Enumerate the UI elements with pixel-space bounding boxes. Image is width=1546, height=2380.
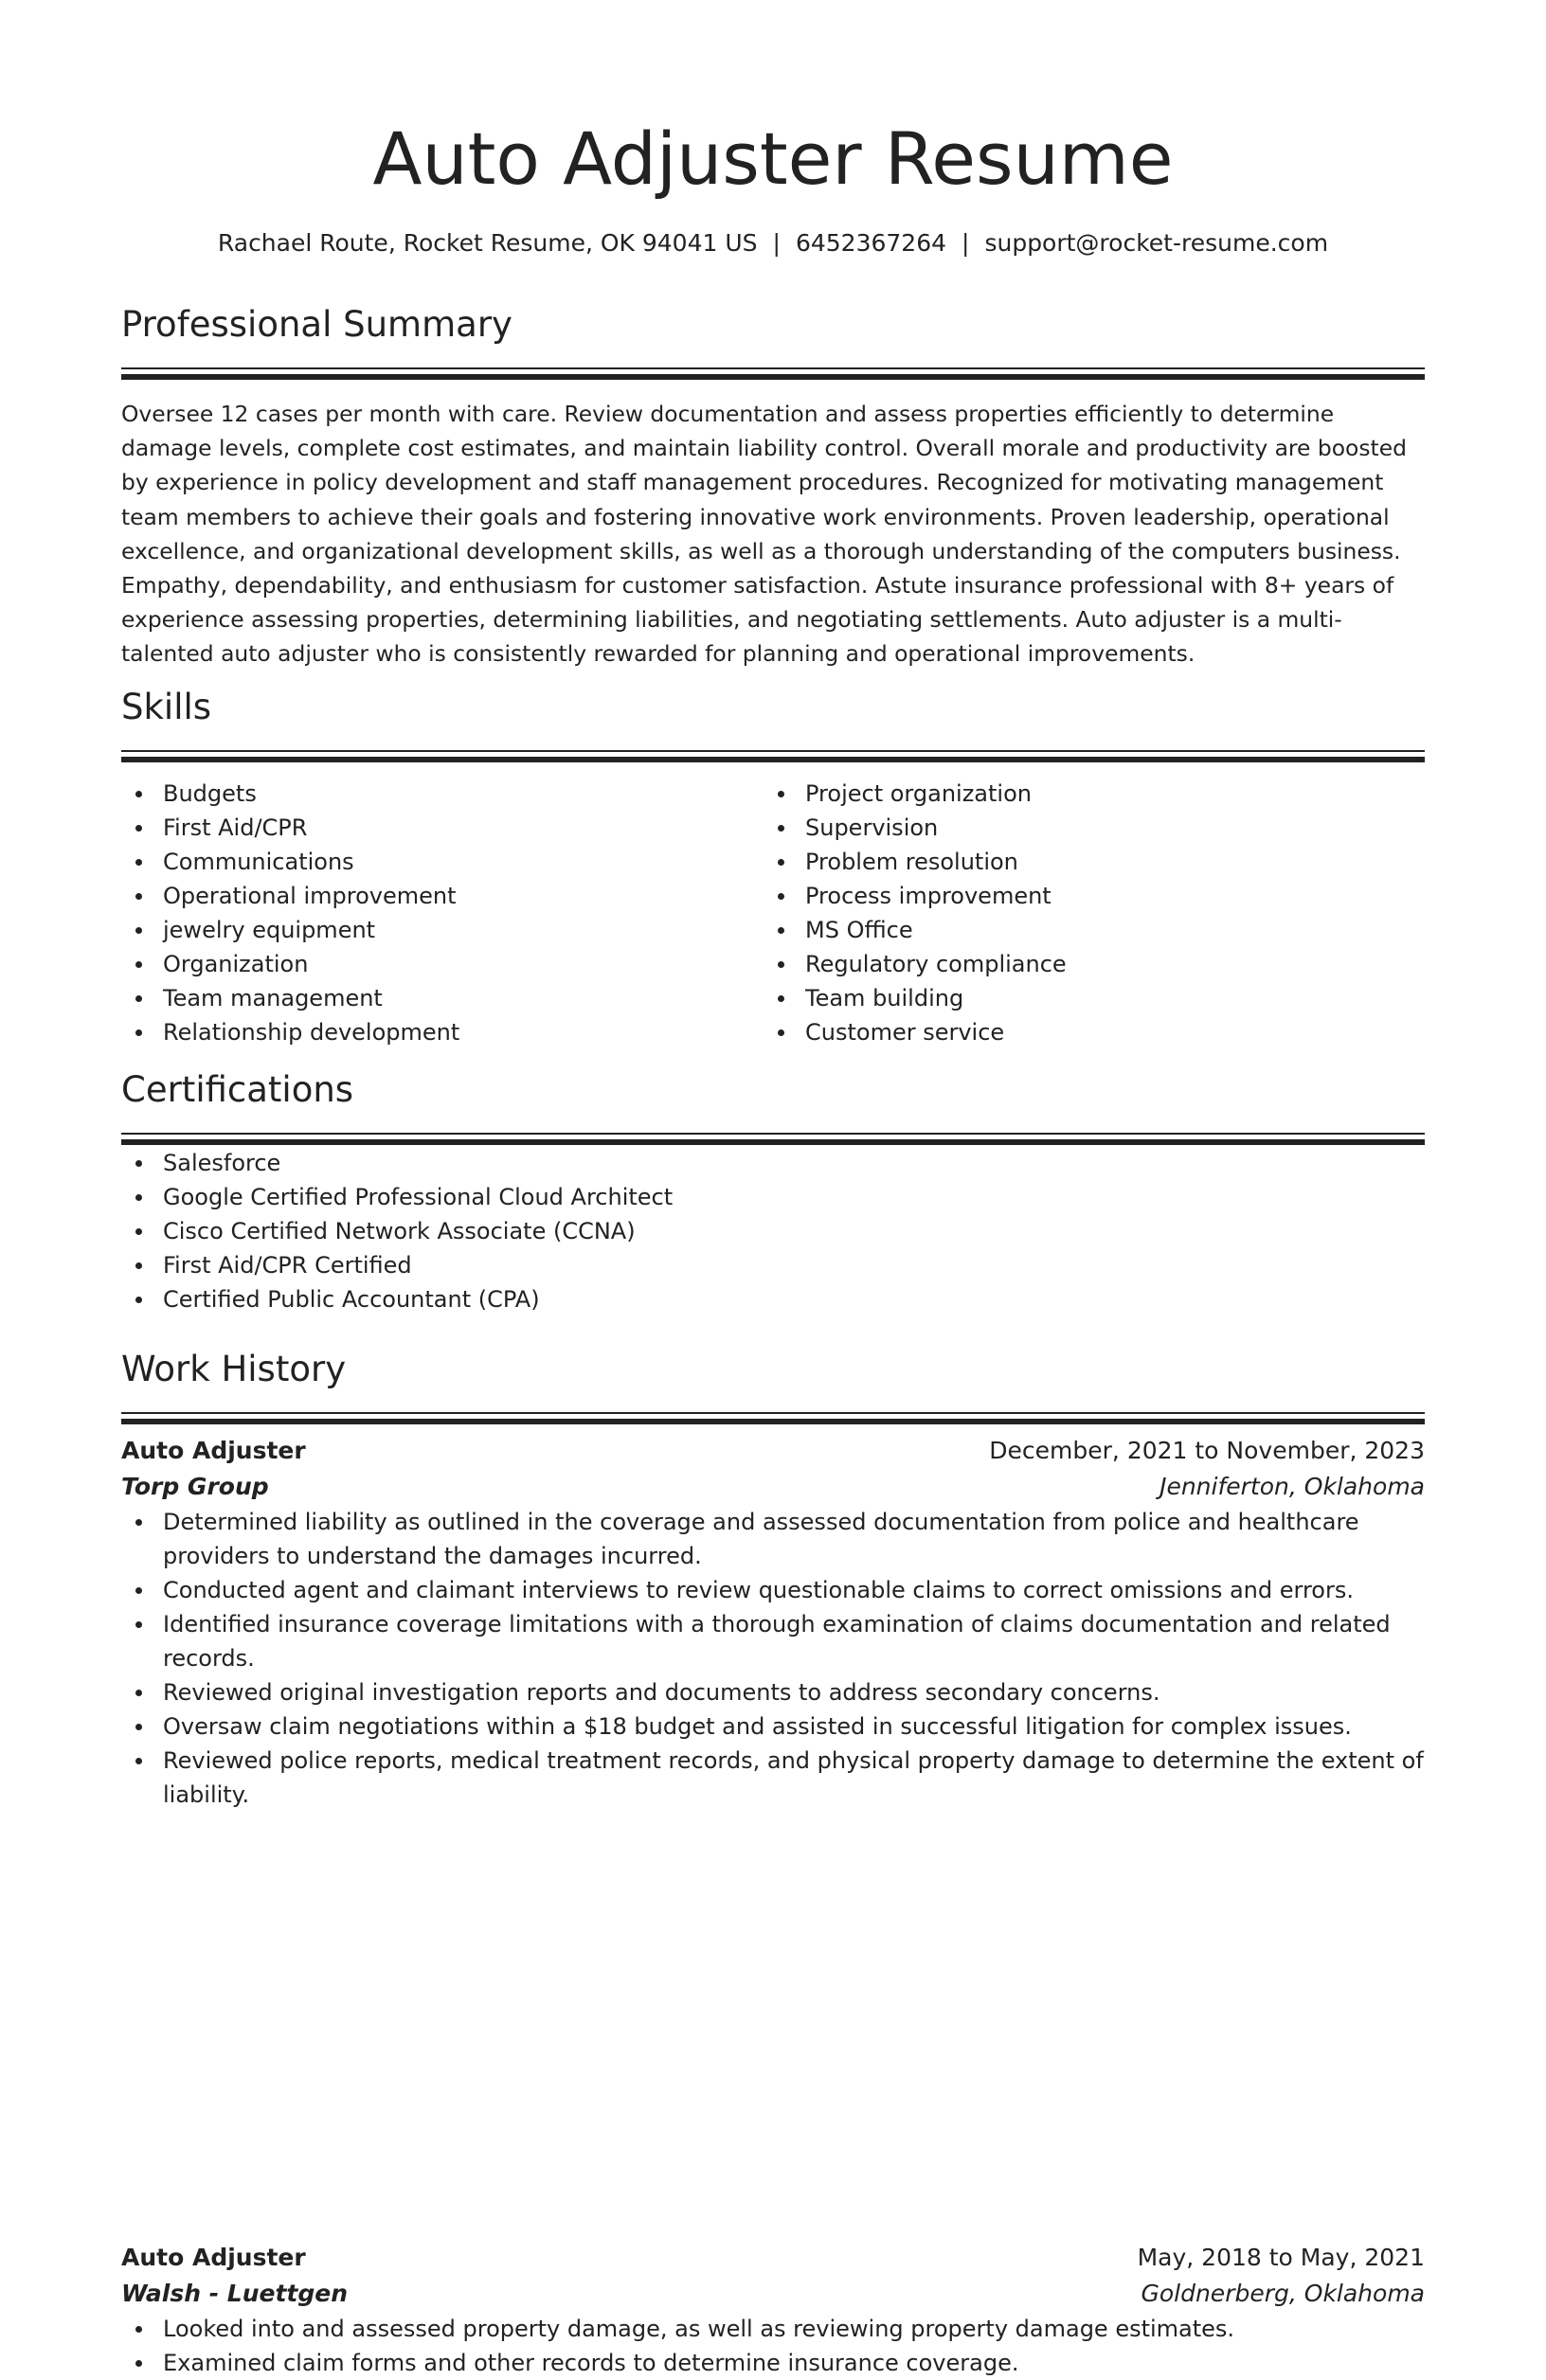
- section-heading-skills: Skills: [121, 687, 212, 727]
- skills-columns: [121, 777, 1425, 1061]
- skills-list-right: [764, 777, 1389, 1049]
- skill-item: Budgets: [121, 777, 746, 811]
- contact-line: [121, 224, 1425, 262]
- skill-item: Organization: [121, 947, 746, 981]
- job-duty-item: Reviewed original investigation reports and documents to address secondary concerns.: [121, 1675, 1425, 1709]
- job-title: Auto Adjuster: [121, 1437, 306, 1464]
- summary-text: Oversee 12 cases per month with care. Review documentation and assess properties efficiently to determine damage levels, complete cost estimates, and maintain liability control. Overall morale and productivity are boosted by experience in policy development and staff management procedures. Recognized for motivating management team members to achieve their goals and fostering innovative work environments. Proven leadership, operational excellence, and organizational development skills, as well as a thorough understanding of the computers business. Empathy, dependability, and enthusiasm for customer satisfaction. Astute insurance professional with 8+ years of experience assessing properties, determining liabilities, and negotiating settlements. Auto adjuster is a multi-talented auto adjuster who is consistently rewarded for planning and operational improvements.: [121, 401, 1407, 668]
- certification-item: Certified Public Accountant (CPA): [121, 1282, 1425, 1316]
- skill-item: Supervision: [764, 811, 1389, 845]
- contact-email[interactable]: support@rocket-resume.com: [984, 229, 1329, 257]
- skill-item: First Aid/CPR: [121, 811, 746, 845]
- job-location: Goldnerberg, Oklahoma: [1141, 2280, 1425, 2307]
- skill-item: Team management: [121, 981, 746, 1015]
- certifications-section: [121, 1066, 1425, 1316]
- certification-item: Salesforce: [121, 1146, 1425, 1180]
- skill-item: MS Office: [764, 913, 1389, 947]
- section-divider: [121, 1133, 1425, 1146]
- certification-item: Cisco Certified Network Associate (CCNA): [121, 1214, 1425, 1248]
- skill-item: Problem resolution: [764, 845, 1389, 879]
- section-divider: [121, 1412, 1425, 1425]
- job-company-row: [121, 1469, 1425, 1505]
- job-duties-list: [121, 2312, 1425, 2380]
- section-divider: [121, 367, 1425, 381]
- skill-item: Project organization: [764, 777, 1389, 811]
- certifications-list: [121, 1146, 1425, 1316]
- job-duties-list: [121, 1505, 1425, 1812]
- section-heading-summary: Professional Summary: [121, 304, 512, 345]
- work-history-section: [121, 1346, 1425, 1425]
- contact-separator: |: [772, 229, 781, 257]
- job-entry: [121, 2240, 1425, 2380]
- summary-section: [121, 301, 1425, 671]
- job-duty-item: Examined claim forms and other records to determine insurance coverage.: [121, 2346, 1425, 2380]
- skills-list-left: [121, 777, 746, 1049]
- job-dates: December, 2021 to November, 2023: [989, 1437, 1425, 1464]
- job-company: Walsh - Luettgen: [121, 2280, 349, 2307]
- skill-item: Customer service: [764, 1015, 1389, 1049]
- job-duty-item: Oversaw claim negotiations within a $18 budget and assisted in successful litigation for complex issues.: [121, 1709, 1425, 1744]
- job-header-row: [121, 2240, 1425, 2276]
- certification-item: First Aid/CPR Certified: [121, 1248, 1425, 1282]
- job-location: Jenniferton, Oklahoma: [1160, 1473, 1425, 1500]
- resume-title: Auto Adjuster Resume: [372, 116, 1174, 201]
- skill-item: Operational improvement: [121, 879, 746, 913]
- skill-item: Regulatory compliance: [764, 947, 1389, 981]
- skill-item: jewelry equipment: [121, 913, 746, 947]
- resume-page: [121, 0, 1425, 2376]
- job-company-row: [121, 2276, 1425, 2312]
- skill-item: Communications: [121, 845, 746, 879]
- contact-separator: |: [962, 229, 970, 257]
- job-duty-item: Identified insurance coverage limitations with a thorough examination of claims documentation and related records.: [121, 1607, 1425, 1675]
- contact-address: Rachael Route, Rocket Resume, OK 94041 US: [217, 229, 758, 257]
- skill-item: Relationship development: [121, 1015, 746, 1049]
- skills-section: [121, 684, 1425, 1061]
- job-title: Auto Adjuster: [121, 2244, 306, 2271]
- job-company: Torp Group: [121, 1473, 269, 1500]
- certification-item: Google Certified Professional Cloud Architect: [121, 1180, 1425, 1214]
- job-duty-item: Conducted agent and claimant interviews to review questionable claims to correct omissions and errors.: [121, 1573, 1425, 1607]
- job-header-row: [121, 1433, 1425, 1469]
- contact-phone: 6452367264: [795, 229, 947, 257]
- skill-item: Team building: [764, 981, 1389, 1015]
- job-duty-item: Looked into and assessed property damage, as well as reviewing property damage estimates.: [121, 2312, 1425, 2346]
- section-heading-work-history: Work History: [121, 1349, 347, 1389]
- job-dates: May, 2018 to May, 2021: [1137, 2244, 1425, 2271]
- section-divider: [121, 750, 1425, 763]
- skill-item: Process improvement: [764, 879, 1389, 913]
- job-duty-item: Reviewed police reports, medical treatment records, and physical property damage to determine the extent of liability.: [121, 1744, 1425, 1812]
- section-heading-certifications: Certifications: [121, 1069, 354, 1110]
- job-entry: [121, 1433, 1425, 1812]
- job-duty-item: Determined liability as outlined in the coverage and assessed documentation from police and healthcare providers to understand the damages incurred.: [121, 1505, 1425, 1573]
